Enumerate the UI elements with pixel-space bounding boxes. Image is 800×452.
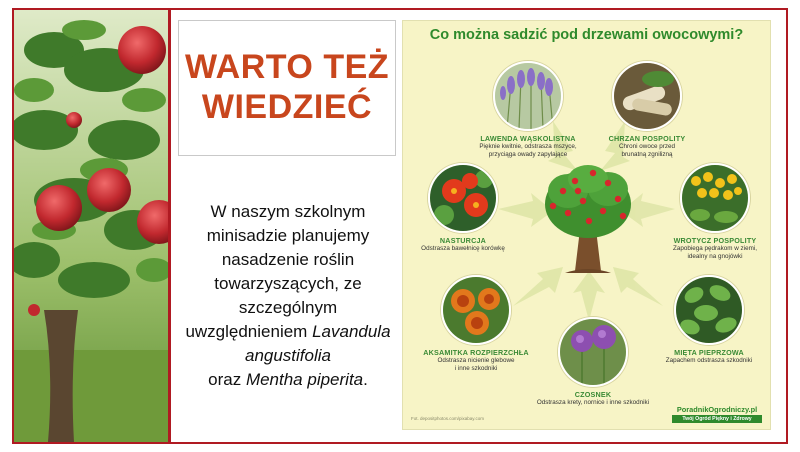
brand-name: PoradnikOgrodniczy.pl: [676, 405, 758, 414]
marigold-icon: [441, 275, 511, 345]
plant-desc: idealny na gnojówki: [687, 252, 743, 260]
plant-tansy: [663, 163, 767, 260]
brand-logo: [672, 405, 762, 423]
latin-name-mint: Mentha piperita: [245, 370, 364, 389]
plant-mint: [657, 275, 761, 365]
body-text-and: oraz: [208, 370, 242, 389]
plant-name: AKSAMITKA ROZPIERZCHŁA: [423, 348, 529, 357]
infographic-title: Co można sadzić pod drzewami owocowymi?: [429, 27, 744, 43]
nasturtium-icon: [428, 163, 498, 233]
mint-icon: [674, 275, 744, 345]
photo-divider: [168, 10, 171, 442]
photo-credit: Fot. depositphotos.com/pixabay.com: [411, 416, 484, 421]
plant-name: MIĘTA PIEPRZOWA: [674, 348, 744, 357]
plant-desc: brunatną zgnilizną: [621, 150, 673, 158]
plant-desc: przyciąga owady zapylające: [488, 150, 568, 158]
plant-marigold: [421, 275, 531, 372]
plant-name: CHRZAN POSPOLITY: [608, 134, 686, 143]
title-box: [178, 20, 396, 156]
body-text-intro: W naszym szkolnym minisadzie planujemy nasadzenie roślin towarzyszących, ze szczególnym uwzględnieniem: [185, 202, 370, 341]
plant-lavender: [473, 61, 583, 158]
horseradish-icon: [612, 61, 682, 131]
companion-plants-infographic: [402, 20, 771, 430]
garlic-icon: [558, 317, 628, 387]
plant-desc: i inne szkodniki: [454, 364, 498, 372]
tansy-icon: [680, 163, 750, 233]
title-line-1: WARTO TEŻ: [184, 48, 390, 86]
plant-desc: Odstrasza nicienie glebowe: [437, 357, 515, 364]
plant-desc: Zapachem odstrasza szkodniki: [665, 357, 753, 364]
body-text-end: .: [363, 370, 368, 389]
title-line-2: WIEDZIEĆ: [201, 88, 373, 126]
plant-name: CZOSNEK: [574, 390, 612, 399]
lavender-icon: [493, 61, 563, 131]
plant-desc: Odstrasza bawełnicę korówkę: [421, 245, 505, 252]
plant-garlic: [523, 317, 663, 407]
tree-icon: [545, 165, 631, 273]
plant-desc: Zapobiega pędrakom w ziemi,: [673, 245, 757, 252]
brand-tagline: Twój Ogród Piękny i Zdrowy: [672, 415, 762, 423]
plant-horseradish: [597, 61, 697, 158]
apple-tree-photo: [14, 10, 168, 442]
plant-desc: Chroni owoce przed: [618, 143, 675, 150]
plant-desc: Pięknie kwitnie, odstrasza mszyce,: [479, 143, 577, 150]
plant-name: LAWENDA WĄSKOLISTNA: [480, 134, 576, 143]
plant-desc: Odstrasza krety, nornice i inne szkodniki: [536, 399, 650, 406]
slide-title: [179, 47, 395, 127]
plant-name: NASTURCJA: [439, 236, 487, 245]
body-paragraph: [182, 200, 394, 392]
plant-name: WROTYCZ POSPOLITY: [673, 236, 757, 245]
latin-name-lavender: Lavandula angustifolia: [244, 322, 391, 365]
plant-nasturtium: [413, 163, 513, 253]
